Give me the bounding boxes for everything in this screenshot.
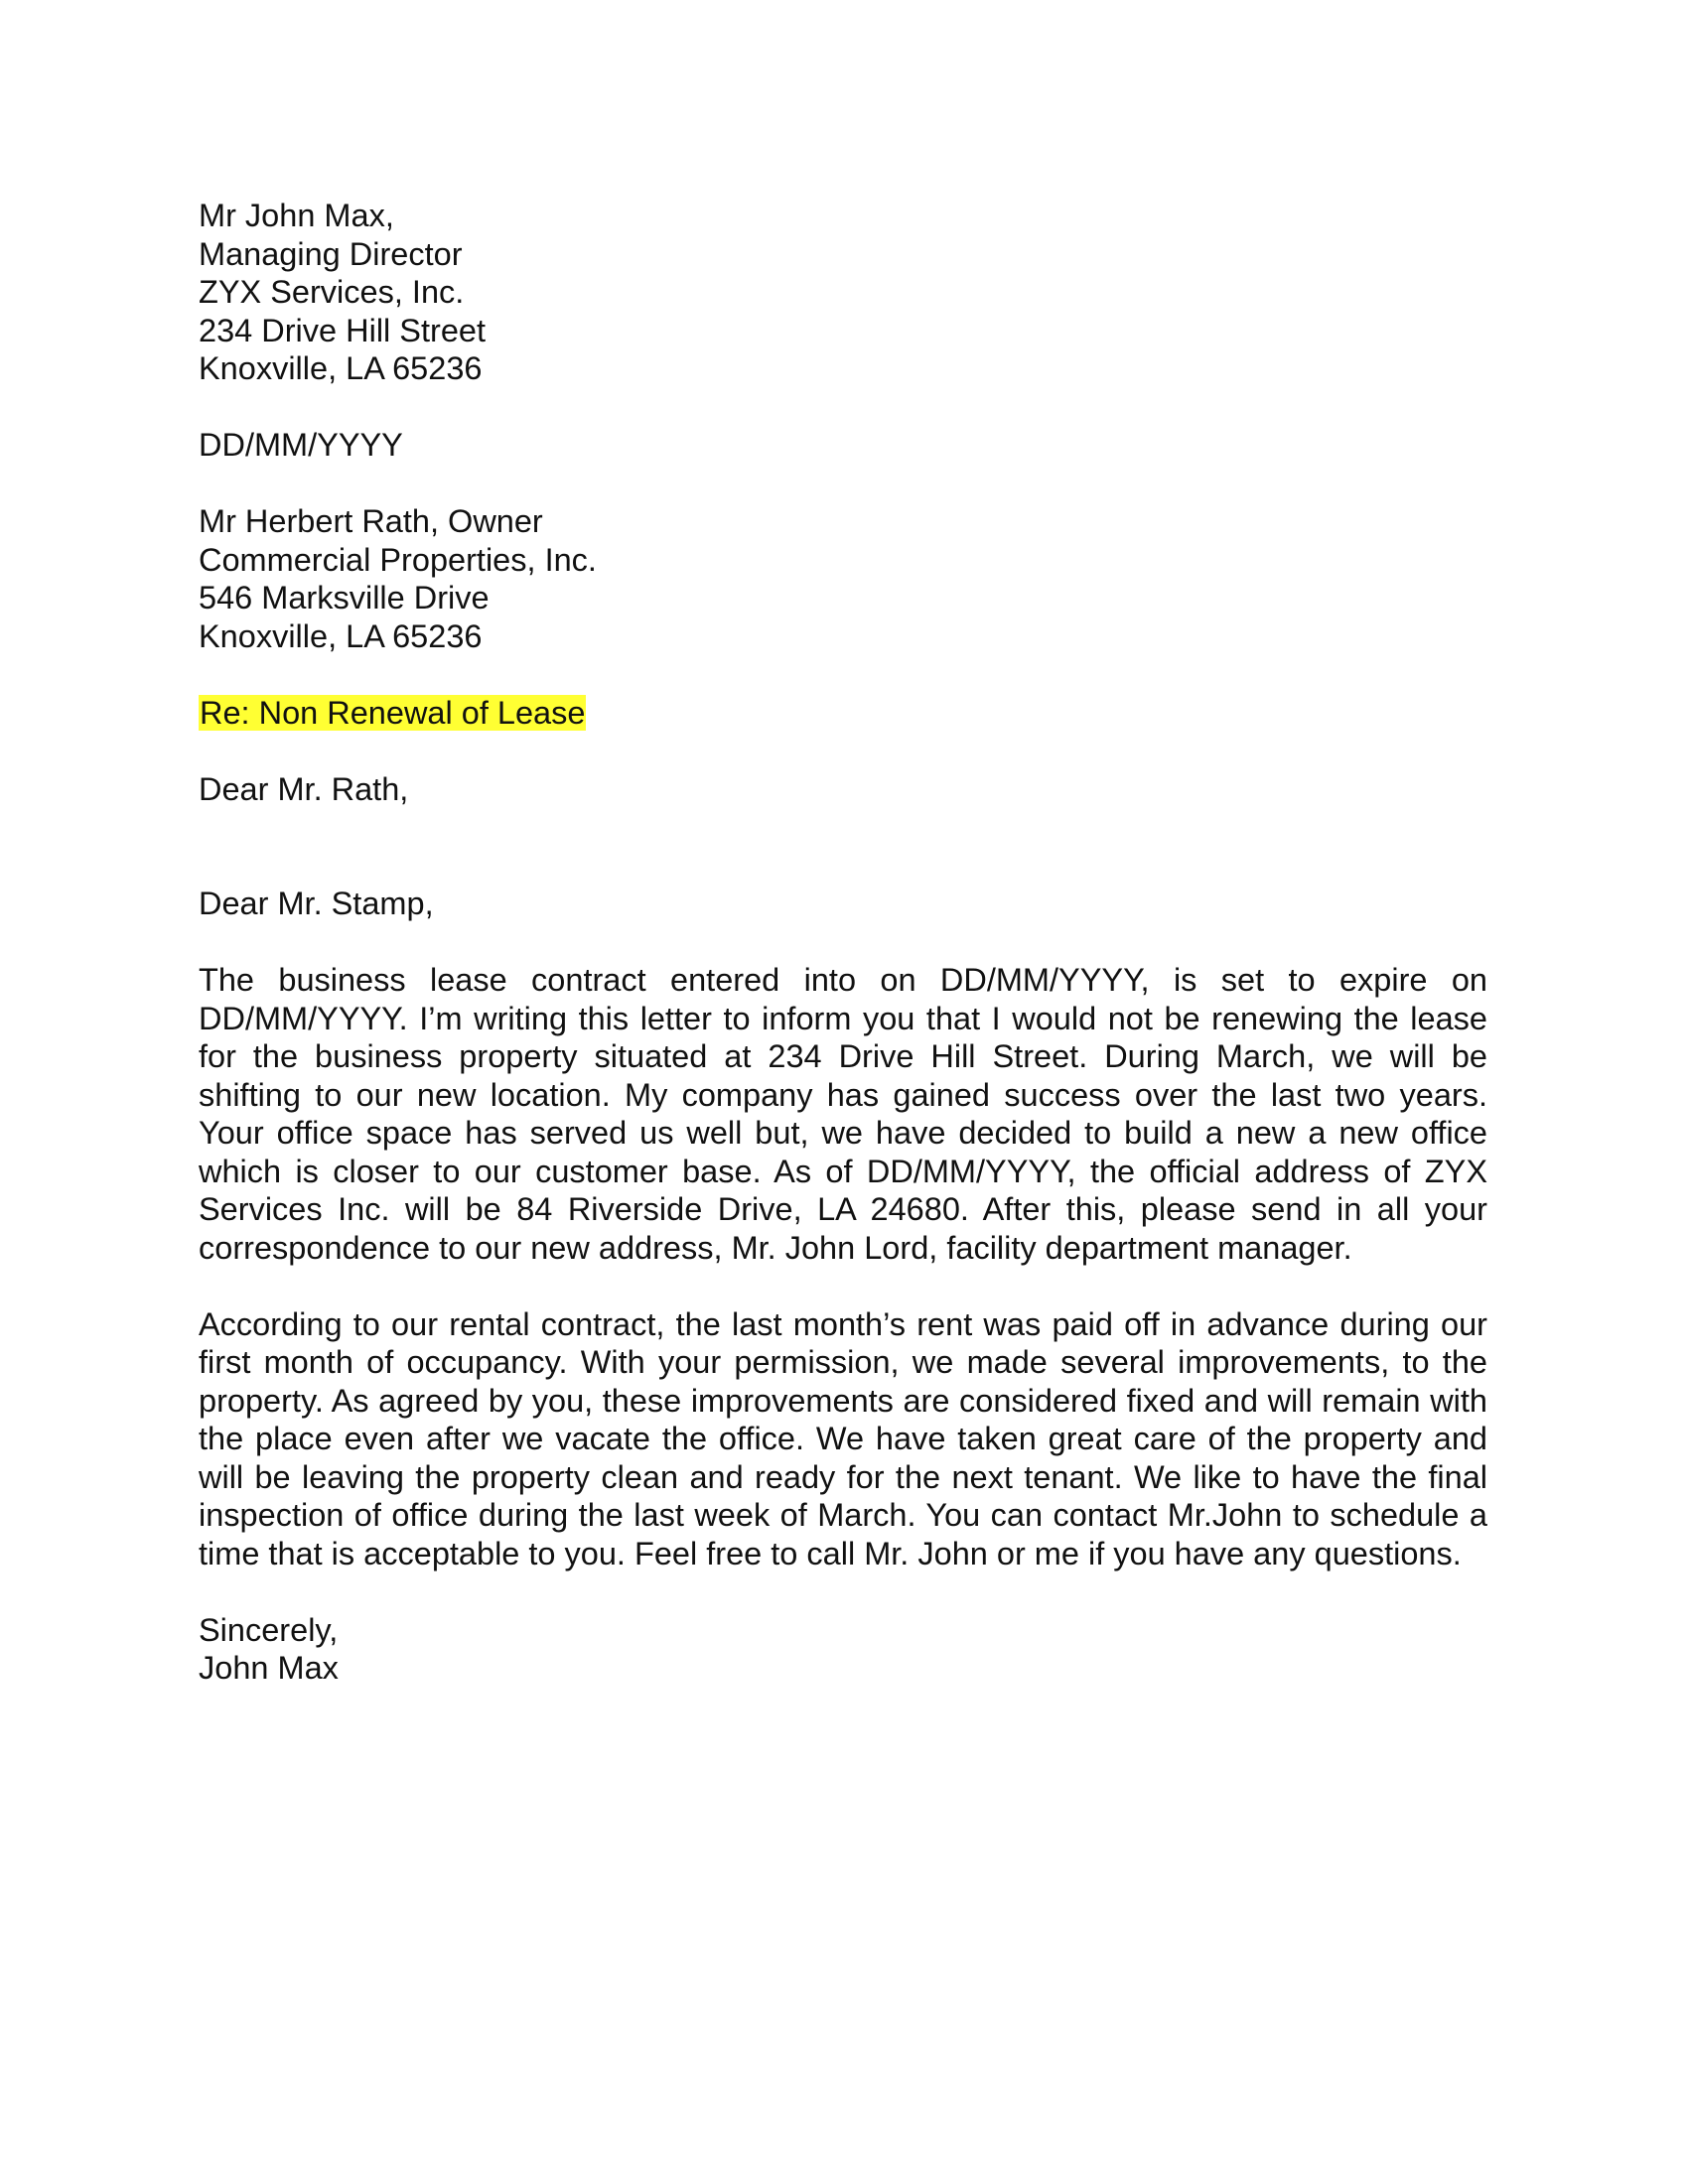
body-paragraph-2: According to our rental contract, the last month’s rent was paid off in advance during our first month of occupancy. With your permission, we made several improvements, to the property. As agreed by you, these improvements are considered fixed and will remain with the place even after we vacate the office. We have taken great care of the property and will be leaving the property clean and ready for the next tenant. We like to have the final inspection of office during the last week of March. You can contact Mr.John to schedule a time that is acceptable to you. Feel free to call Mr. John or me if you have any questions. — [199, 1305, 1487, 1571]
letter-date: DD/MM/YYYY — [199, 427, 403, 463]
recipient-city: Knoxville, LA 65236 — [199, 617, 483, 654]
subject-block — [199, 694, 1487, 733]
sender-title: Managing Director — [199, 235, 463, 272]
date-block — [199, 426, 1487, 465]
sender-company: ZYX Services, Inc. — [199, 274, 465, 310]
letter-content — [199, 197, 1487, 1725]
sender-name: Mr John Max, — [199, 198, 394, 233]
valediction: Sincerely, — [199, 1611, 339, 1648]
sender-address-block — [199, 197, 1487, 388]
sender-city: Knoxville, LA 65236 — [199, 350, 483, 386]
recipient-name: Mr Herbert Rath, Owner — [199, 503, 543, 539]
closing-block — [199, 1611, 1487, 1688]
salutation-stamp — [199, 885, 1487, 923]
subject-line: Re: Non Renewal of Lease — [200, 694, 586, 731]
sender-street: 234 Drive Hill Street — [199, 312, 486, 348]
body-paragraph-1: The business lease contract entered into on DD/MM/YYYY, is set to expire on DD/MM/YYYY. I’m writing this letter to inform you that I would not be renewing the lease for the business property situated at 234 Drive Hill Street. During March, we will be shifting to our new location. My company has gained success over the last two years. Your office space has served us well but, we have decided to build a new a new office which is closer to our customer base. As of DD/MM/YYYY, the official address of ZYX Services Inc. will be 84 Riverside Drive, LA 24680. After this, please send in all your correspondence to our new address, Mr. John Lord, facility department manager. — [199, 962, 1487, 1266]
recipient-street: 546 Marksville Drive — [199, 580, 490, 615]
salutation-rath-text: Dear Mr. Rath, — [199, 770, 409, 807]
signature-name: John Max — [199, 1650, 339, 1686]
salutation-stamp-text: Dear Mr. Stamp, — [199, 886, 434, 921]
salutation-rath — [199, 770, 1487, 809]
recipient-address-block — [199, 502, 1487, 655]
recipient-company: Commercial Properties, Inc. — [199, 541, 597, 578]
